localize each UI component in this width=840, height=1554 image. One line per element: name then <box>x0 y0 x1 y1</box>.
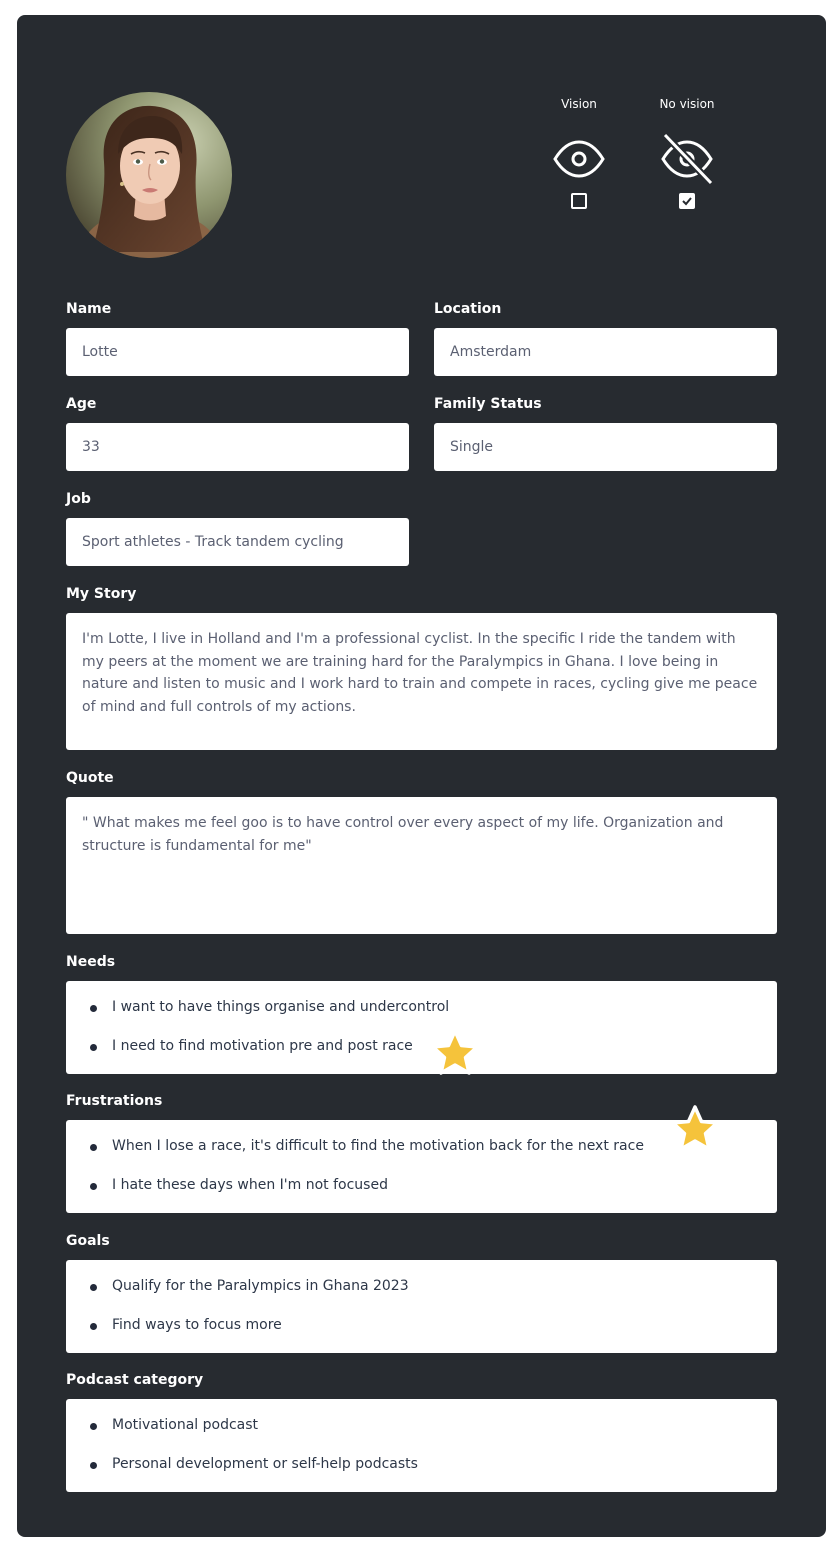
family-status-label: Family Status <box>434 396 542 412</box>
needs-list[interactable] <box>66 981 777 1074</box>
frustrations-label: Frustrations <box>66 1093 163 1109</box>
avatar-portrait-image <box>66 92 232 258</box>
list-item: I need to find motivation pre and post race <box>90 1037 777 1057</box>
age-label: Age <box>66 396 97 412</box>
persona-card <box>17 15 826 1537</box>
job-field[interactable]: Sport athletes - Track tandem cycling <box>66 518 409 566</box>
check-icon <box>681 195 693 207</box>
quote-textarea[interactable]: " What makes me feel goo is to have control over every aspect of my life. Organization and structure is fundamental for me" <box>66 797 777 934</box>
needs-label: Needs <box>66 954 116 970</box>
vision-option[interactable] <box>539 97 619 209</box>
family-status-field[interactable]: Single <box>434 423 777 471</box>
list-item: Motivational podcast <box>90 1416 777 1436</box>
vision-checkbox[interactable] <box>571 193 587 209</box>
star-icon[interactable] <box>429 1028 481 1080</box>
story-textarea[interactable]: I'm Lotte, I live in Holland and I'm a professional cyclist. In the specific I ride the tandem with my peers at the moment we are training hard for the Paralympics in Ghana. I love being in nature and listen to music and I work hard to train and compete in races, cycling give me peace of mind and full controls of my actions. <box>66 613 777 750</box>
podcast-label: Podcast category <box>66 1372 204 1388</box>
goals-label: Goals <box>66 1233 110 1249</box>
no-vision-option[interactable] <box>647 97 727 209</box>
no-vision-checkbox[interactable] <box>679 193 695 209</box>
avatar <box>66 92 232 258</box>
list-item: Find ways to focus more <box>90 1316 777 1336</box>
eye-off-icon <box>659 131 715 187</box>
job-label: Job <box>66 491 91 507</box>
list-item: Personal development or self-help podcasts <box>90 1455 777 1475</box>
list-item: I want to have things organise and undercontrol <box>90 998 777 1018</box>
story-label: My Story <box>66 586 137 602</box>
list-item: Qualify for the Paralympics in Ghana 2023 <box>90 1277 777 1297</box>
podcast-list[interactable] <box>66 1399 777 1492</box>
age-field[interactable]: 33 <box>66 423 409 471</box>
no-vision-label: No vision <box>659 97 715 111</box>
quote-label: Quote <box>66 770 114 786</box>
goals-list[interactable] <box>66 1260 777 1353</box>
location-label: Location <box>434 301 502 317</box>
location-field[interactable]: Amsterdam <box>434 328 777 376</box>
list-item: I hate these days when I'm not focused <box>90 1176 777 1196</box>
vision-label: Vision <box>561 97 597 111</box>
eye-icon <box>551 131 607 187</box>
name-label: Name <box>66 301 112 317</box>
name-field[interactable]: Lotte <box>66 328 409 376</box>
list-item: When I lose a race, it's difficult to find the motivation back for the next race <box>90 1137 777 1157</box>
star-icon[interactable] <box>669 1104 721 1156</box>
